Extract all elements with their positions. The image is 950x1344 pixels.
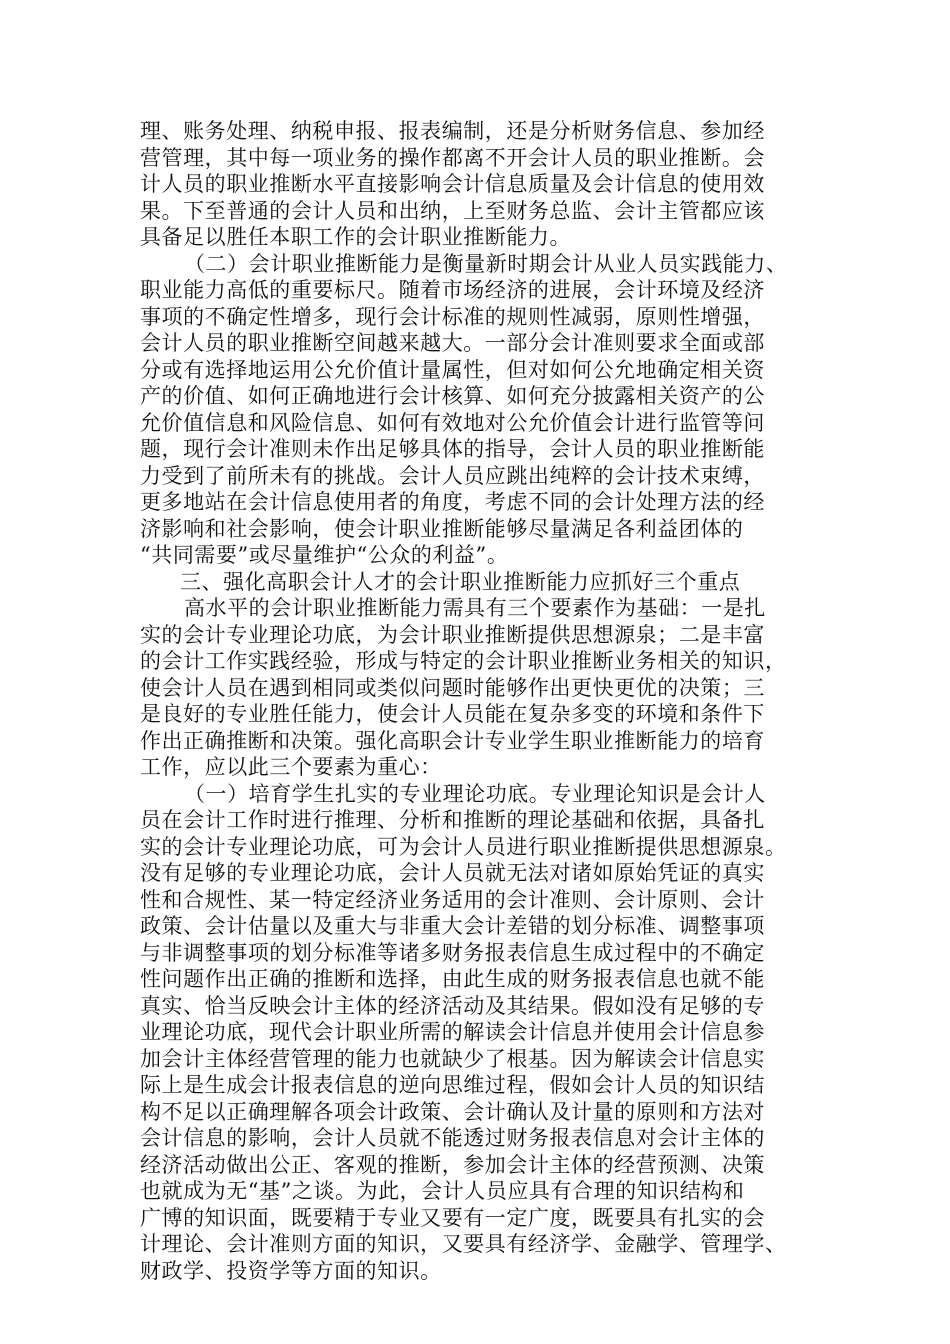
paragraph-start-line: （二）会计职业推断能力是衡量新时期会计从业人员实践能力、 [184,251,788,276]
text-line: 的会计工作实践经验，形成与特定的会计职业推断业务相关的知识， [140,649,787,673]
text-line: 业理论功底，现代会计职业所需的解读会计信息并使用会计信息参 [140,1020,765,1044]
text-line: 职业能力高低的重要标尺。随着市场经济的进展，会计环境及经济 [140,278,765,302]
text-line: 加会计主体经营管理的能力也就缺少了根基。因为解读会计信息实 [140,1046,765,1071]
text-line: 实的会计专业理论功底，为会计职业推断提供思想源泉；二是丰富 [140,622,765,647]
text-line: 与非调整事项的划分标准等诸多财务报表信息生成过程中的不确定 [140,940,765,965]
paragraph-start-line: 高水平的会计职业推断能力需具有三个要素作为基础：一是扎 [184,596,766,620]
text-line: 没有足够的专业理论功底，会计人员就无法对诸如原始凭证的真实 [140,861,765,885]
text-line: 计理论、会计准则方面的知识，又要具有经济学、金融学、管理学、 [140,1232,787,1256]
text-line: 际上是生成会计报表信息的逆向思维过程，假如会计人员的知识结 [140,1073,765,1097]
text-line: 构不足以正确理解各项会计政策、会计确认及计量的原则和方法对 [140,1099,765,1124]
text-line: 是良好的专业胜任能力，使会计人员能在复杂多变的环境和条件下 [140,702,765,726]
text-line: 员在会计工作时进行推理、分析和推断的理论基础和依据，具备扎 [140,808,765,832]
text-line: 也就成为无“基”之谈。为此，会计人员应具有合理的知识结构和 [140,1179,745,1203]
text-line: 真实、恰当反映会计主体的经济活动及其结果。假如没有足够的专 [140,993,765,1018]
text-line: 力受到了前所未有的挑战。会计人员应跳出纯粹的会计技术束缚， [140,463,765,488]
paragraph-start-line: （一）培育学生扎实的专业理论功底。专业理论知识是会计人 [184,781,766,806]
text-line: 产的价值、如何正确地进行会计核算、如何充分披露相关资产的公 [140,384,765,408]
text-line: 广博的知识面，既要精于专业又要有一定广度，既要具有扎实的会 [140,1205,765,1230]
text-line: 题，现行会计准则未作出足够具体的指导，会计人员的职业推断能 [140,437,765,461]
text-line: 作出正确推断和决策。强化高职会计专业学生职业推断能力的培育 [140,728,765,753]
text-line: 理、账务处理、纳税申报、报表编制，还是分析财务信息、参加经 [140,119,765,143]
text-line: 经济活动做出公正、客观的推断，参加会计主体的经营预测、决策 [140,1152,765,1177]
text-line: 计人员的职业推断水平直接影响会计信息质量及会计信息的使用效 [140,172,765,196]
text-line: 实的会计专业理论功底，可为会计人员进行职业推断提供思想源泉。 [140,834,787,859]
text-line: 政策、会计估量以及重大与非重大会计差错的划分标准、调整事项 [140,914,765,938]
text-line: 会计人员的职业推断空间越来越大。一部分会计准则要求全面或部 [140,331,765,355]
text-line: 分或有选择地运用公允价值计量属性，但对如何公允地确定相关资 [140,357,765,382]
text-line: 事项的不确定性增多，现行会计标准的规则性减弱，原则性增强， [140,304,765,329]
text-line: 具备足以胜任本职工作的会计职业推断能力。 [140,225,571,249]
text-line: “共同需要”或尽量维护“公众的利益”。 [140,543,509,567]
text-line: 使会计人员在遇到相同或类似问题时能够作出更快更优的决策；三 [140,675,765,700]
text-line: 允价值信息和风险信息、如何有效地对公允价值会计进行监管等问 [140,410,765,435]
text-line: 财政学、投资学等方面的知识。 [140,1258,442,1283]
text-line: 性和合规性、某一特定经济业务适用的会计准则、会计原则、会计 [140,887,765,912]
body-text [140,118,816,1284]
section-heading: 三、强化高职会计人才的会计职业推断能力应抓好三个重点 [180,569,741,594]
text-line: 会计信息的影响，会计人员就不能透过财务报表信息对会计主体的 [140,1126,765,1150]
text-line: 营管理，其中每一项业务的操作都离不开会计人员的职业推断。会 [140,145,765,170]
text-line: 工作，应以此三个要素为重心： [140,755,442,779]
text-line: 更多地站在会计信息使用者的角度，考虑不同的会计处理方法的经 [140,490,765,514]
text-line: 济影响和社会影响，使会计职业推断能够尽量满足各利益团体的 [140,516,744,541]
text-line: 性问题作出正确的推断和选择，由此生成的财务报表信息也就不能 [140,967,765,991]
text-line: 果。下至普通的会计人员和出纳，上至财务总监、会计主管都应该 [140,198,765,223]
